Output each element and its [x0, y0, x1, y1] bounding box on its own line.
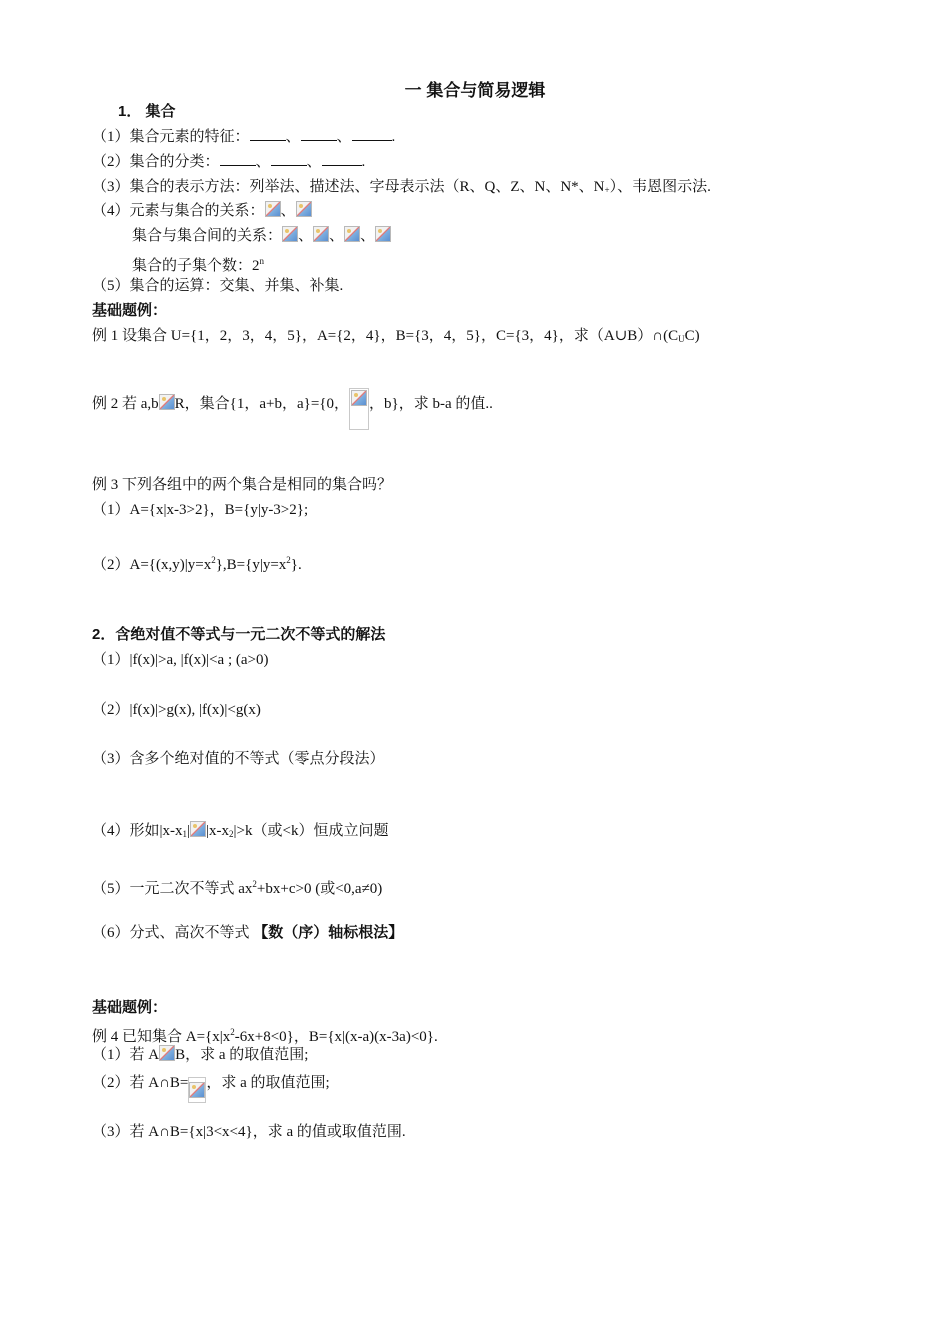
line-text: |x-x [206, 823, 230, 839]
line-text: | [187, 823, 191, 839]
formula-image-icon [351, 390, 367, 406]
line-text: （2）集合的分类： [92, 154, 220, 170]
example-3-part-1: （1）A={x|x-3>2}，B={y|y-3>2}; [92, 502, 309, 518]
example-4-question-2 [92, 1073, 330, 1103]
formula-image-icon [313, 226, 329, 242]
fill-blank [301, 128, 337, 141]
fraction-image [349, 388, 369, 430]
line-text: （2）A={(x,y)|y=x [92, 557, 212, 573]
superscript: 2 [286, 555, 291, 565]
superscript: 2 [230, 1027, 235, 1037]
subscript: 2 [229, 829, 234, 839]
set-classification-line [92, 152, 365, 172]
line-text: R，集合{1，a+b，a}={0， [174, 396, 350, 412]
line-text: （1）若 A [92, 1047, 160, 1063]
set-operations-line: （5）集合的运算：交集、并集、补集. [92, 278, 344, 294]
separator: 、 [329, 228, 345, 244]
inequality-item-4 [92, 821, 388, 844]
fill-blank [250, 128, 286, 141]
line-text: 集合与集合间的关系： [132, 228, 283, 244]
line-end: +bx+c>0 (或<0,a≠0) [256, 881, 383, 897]
line-end: |>k（或<k）恒成立问题 [233, 823, 389, 839]
line-text: （5）一元二次不等式 ax [92, 881, 253, 897]
formula-image-icon [375, 226, 391, 242]
set-set-relation-line [132, 226, 391, 246]
separator: 、 [336, 129, 352, 145]
line-bold-text: 【数（序）轴标根法】 [253, 924, 404, 941]
example-3-title: 例 3 下列各组中的两个集合是相同的集合吗？ [92, 477, 393, 493]
line-end: -6x+8<0}，B={x|(x-a)(x-3a)<0}. [234, 1029, 438, 1045]
line-text: ，b}，求 b-a 的值.. [369, 396, 493, 412]
line-text: （2）若 A∩B= [92, 1075, 189, 1091]
element-of-symbol-icon [159, 394, 175, 410]
formula-image-icon [189, 1082, 205, 1098]
section-2-heading: 2．含绝对值不等式与一元二次不等式的解法 [92, 626, 386, 643]
line-text: 例 1 设集合 U={1，2，3，4，5}，A={2，4}，B={3，4，5}，C={3，4}，求（A∪B）∩(C [92, 328, 679, 344]
superscript: 2 [252, 879, 257, 889]
separator: 、 [255, 154, 271, 170]
example-4-question-1 [92, 1045, 308, 1065]
line-end: }. [290, 557, 302, 573]
inequality-item-6 [92, 923, 403, 943]
empty-set-image [188, 1077, 206, 1103]
subscript: + [604, 185, 610, 195]
fill-blank [322, 153, 362, 166]
line-end: ）、韦恩图示法. [609, 179, 711, 195]
example-1 [92, 326, 700, 349]
inequality-item-5 [92, 874, 382, 899]
line-text: },B={y|y=x [215, 557, 287, 573]
example-2 [92, 388, 493, 430]
line-end: C) [684, 328, 700, 344]
example-4 [92, 1022, 438, 1047]
inequality-item-3: （3）含多个绝对值的不等式（零点分段法） [92, 751, 385, 767]
set-element-features-line [92, 127, 395, 147]
formula-image-icon [265, 201, 281, 217]
fill-blank [352, 128, 392, 141]
line-end: ，求 a 的取值范围; [206, 1075, 330, 1091]
document-title: 一 集合与简易逻辑 [404, 81, 546, 100]
line-text: 集合的子集个数：2 [132, 258, 260, 274]
example-4-question-3: （3）若 A∩B={x|3<x<4}，求 a 的值或取值范围. [92, 1124, 406, 1140]
line-end: B，求 a 的取值范围; [175, 1047, 309, 1063]
formula-image-icon [282, 226, 298, 242]
line-text: （4）形如|x-x [92, 823, 183, 839]
line-text: 例 4 已知集合 A={x|x [92, 1029, 231, 1045]
element-set-relation-line [92, 201, 312, 221]
inequality-item-2: （2）|f(x)|>g(x), |f(x)|<g(x) [92, 702, 261, 718]
section-1-heading: 1． 集合 [118, 103, 176, 120]
subset-symbol-icon [159, 1045, 175, 1061]
formula-image-icon [190, 821, 206, 837]
separator: 、 [360, 228, 376, 244]
separator: 、 [306, 154, 322, 170]
formula-image-icon [344, 226, 360, 242]
separator: 、 [285, 129, 301, 145]
set-representation-line [92, 177, 711, 200]
basic-examples-heading-2: 基础题例： [92, 999, 168, 1016]
line-text: 例 2 若 a,b [92, 396, 159, 412]
superscript: 2 [211, 555, 216, 565]
superscript: n [259, 256, 265, 266]
fill-blank [271, 153, 307, 166]
inequality-item-1: （1）|f(x)|>a, |f(x)|<a ; (a>0) [92, 652, 269, 668]
line-end: . [361, 154, 366, 170]
formula-image-icon [296, 201, 312, 217]
line-end: . [391, 129, 396, 145]
line-text: （1）集合元素的特征： [92, 129, 250, 145]
subscript: 1 [182, 829, 187, 839]
fill-blank [220, 153, 256, 166]
line-text: （4）元素与集合的关系： [92, 203, 265, 219]
separator: 、 [280, 203, 296, 219]
separator: 、 [298, 228, 314, 244]
example-3-part-2 [92, 550, 302, 575]
basic-examples-heading: 基础题例： [92, 302, 168, 319]
subscript: U [678, 334, 685, 344]
line-text: （3）集合的表示方法：列举法、描述法、字母表示法（R、Q、Z、N、N*、N [92, 179, 605, 195]
subset-count-line [132, 251, 264, 276]
line-text: （6）分式、高次不等式 [92, 925, 254, 941]
